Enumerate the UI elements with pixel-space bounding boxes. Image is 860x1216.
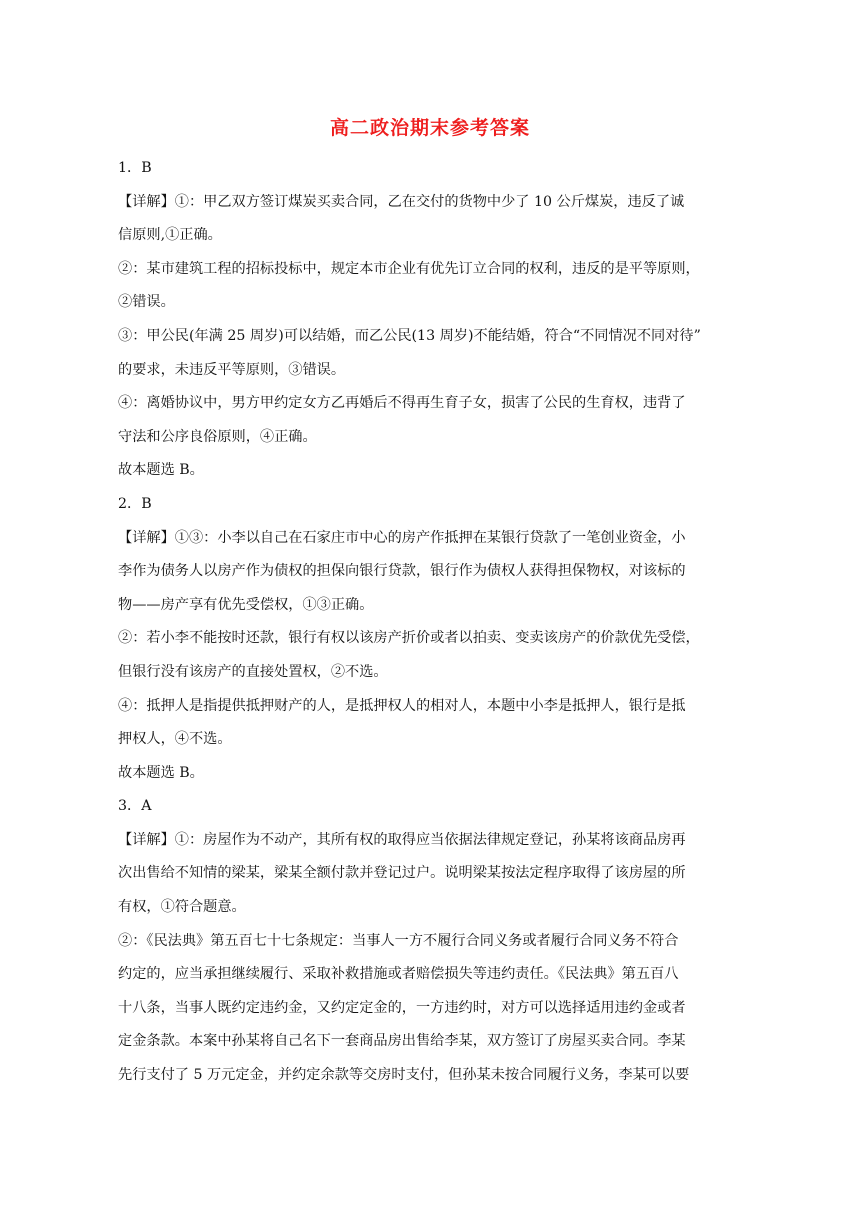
answer-line: 但银行没有该房产的直接处置权，②不选。: [118, 663, 388, 680]
answer-line: 【详解】①：甲乙双方签订煤炭买卖合同，乙在交付的货物中少了 10 公斤煤炭，违反了诚: [118, 193, 685, 210]
answer-body: [118, 152, 738, 1093]
answer-line: 故本题选 B。: [118, 764, 204, 781]
answer-line: ④：抵押人是指提供抵押财产的人，是抵押权人的相对人，本题中小李是抵押人，银行是抵: [118, 697, 686, 714]
answer-line: 约定的，应当承担继续履行、采取补救措施或者赔偿损失等违约责任。《民法典》第五百八: [118, 966, 679, 983]
answer-line: 【详解】①：房屋作为不动产，其所有权的取得应当依据法律规定登记，孙某将该商品房再: [118, 831, 686, 848]
answer-line: 1．B: [118, 160, 152, 176]
document-title: 高二政治期末参考答案: [329, 117, 530, 139]
answer-line: 先行支付了 5 万元定金，并约定余款等交房时支付，但孙某未按合同履行义务，李某可以要: [118, 1067, 690, 1084]
answer-line: 故本题选 B。: [118, 462, 204, 479]
answer-line: 次出售给不知情的梁某，梁某全额付款并登记过户。说明梁某按法定程序取得了该房屋的所: [118, 865, 686, 882]
answer-line: 押权人，④不选。: [118, 731, 232, 748]
answer-line: 信原则,①正确。: [118, 227, 222, 244]
answer-line: ②错误。: [118, 294, 175, 311]
answer-line: 守法和公序良俗原则，④正确。: [118, 428, 317, 445]
answer-line: 的要求，未违反平等原则，③错误。: [118, 361, 346, 378]
answer-line: ②：若小李不能按时还款，银行有权以该房产折价或者以拍卖、变卖该房产的价款优先受偿，: [118, 630, 700, 647]
answer-line: 3．A: [118, 798, 152, 815]
answer-line: 十八条，当事人既约定违约金，又约定定金的，一方违约时，对方可以选择适用违约金或者: [118, 999, 686, 1016]
answer-line: ④：离婚协议中，男方甲约定女方乙再婚后不得再生育子女，损害了公民的生育权，违背了: [118, 395, 686, 412]
answer-line: 有权，①符合题意。: [118, 899, 246, 916]
answer-line: 2．B: [118, 495, 152, 512]
answer-line: 定金条款。本案中孙某将自己名下一套商品房出售给李某，双方签订了房屋买卖合同。李某: [118, 1033, 686, 1050]
answer-line: 李作为债务人以房产作为债权的担保向银行贷款，银行作为债权人获得担保物权，对该标的: [118, 563, 686, 580]
answer-line: ③：甲公民(年满 25 周岁)可以结婚，而乙公民(13 周岁)不能结婚，符合“不同情况不同对待”: [118, 327, 701, 344]
answer-line: ②：《民法典》第五百七十七条规定：当事人一方不履行合同义务或者履行合同义务不符合: [118, 932, 679, 949]
answer-line: ②：某市建筑工程的招标投标中，规定本市企业有优先订立合同的权利，违反的是平等原则，: [118, 260, 700, 277]
answer-line: 【详解】①③：小李以自己在石家庄市中心的房产作抵押在某银行贷款了一笔创业资金，小: [118, 529, 686, 546]
answer-line: 物——房产享有优先受偿权，①③正确。: [118, 596, 374, 613]
